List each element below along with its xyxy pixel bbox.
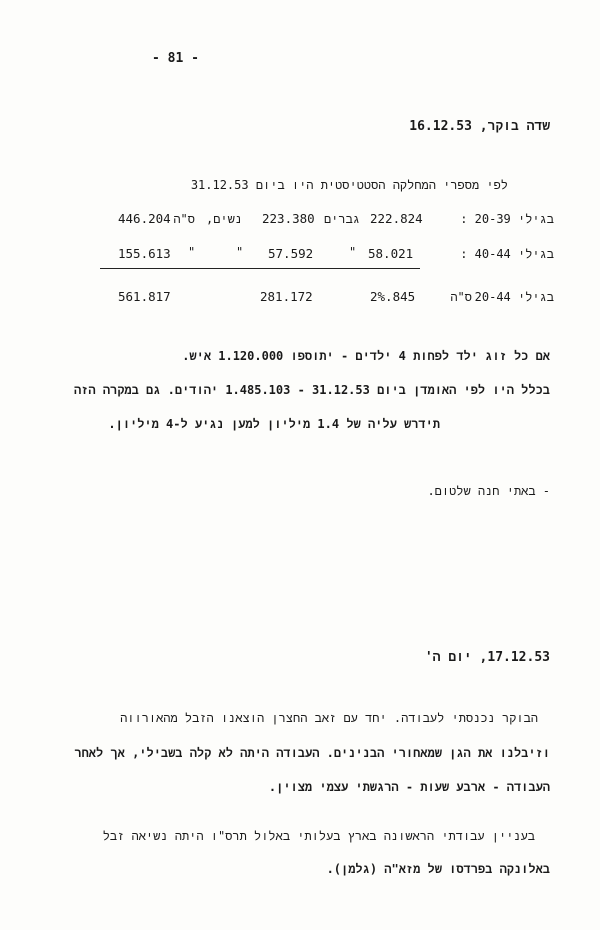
- men-value-20-44: 2%.845: [370, 289, 416, 304]
- immigration-line: תידרש עליה של 1.4 מיליון למען נגיע ל-4 מיליון.: [108, 417, 440, 431]
- ditto-mark-women: ": [236, 245, 244, 259]
- sum-line: [100, 268, 420, 269]
- memory-paragraph-line1: בעניין עבודתי הראשונה בארץ בעלותי באלול תרס"ו היתה נשיאה זבל: [102, 829, 535, 843]
- ditto-mark-total: ": [188, 245, 196, 259]
- age-label-20-44: בגילי 20-44: [474, 290, 554, 304]
- entry-heading-date: שדה בוקר, 16.12.53: [409, 119, 550, 134]
- total-value-20-39: 446.204: [118, 211, 171, 226]
- age-label-40-44: בגילי 40-44 :: [460, 247, 554, 261]
- work-paragraph-line3: העבודה - ארבע שעות - הרגשתי עצמי מצוין.: [268, 780, 550, 794]
- men-label: גברים: [323, 212, 360, 226]
- work-paragraph-line2: וזיבלנו את הגן שמאחורי הבנינים. העבודה היתה לא קלה בשבילי, אך לאחר: [74, 746, 550, 760]
- work-paragraph-line1: הבוקר נכנסתי לעבודה. יחד עם זאב החצרן הוצאנו הזבל מהאורווה: [120, 711, 538, 725]
- population-line: בכלל היו לפי האומדן ביום 31.12.53 - 1.485.103 יהודים. גם במקרה הזה: [73, 383, 550, 397]
- women-value-20-44: 281.172: [260, 289, 313, 304]
- ditto-mark-men: ": [349, 245, 357, 259]
- age-label-20-39: בגילי 20-39 :: [460, 212, 554, 226]
- projection-line: אם כל זוג ילד לפחות 4 ילדים - יתוספו 1.120.000 איש.: [182, 349, 550, 363]
- page-number: - 81 -: [152, 51, 199, 66]
- entry2-heading-date: 17.12.53, יום ה': [424, 650, 550, 665]
- memory-paragraph-line2: באלונקה בפרדסו של מזא"ה (גלמן).: [326, 862, 550, 876]
- men-value-40-44: 58.021: [368, 246, 414, 261]
- women-label: נשים,: [205, 212, 242, 226]
- total-value-20-44: 561.817: [118, 289, 171, 304]
- arrival-note: - באתי חנה שלטום.: [427, 484, 550, 498]
- stats-intro: לפי מספרי המחלקה הסטטיסטית היו ביום 31.12.53: [190, 178, 508, 192]
- total-value-40-44: 155.613: [118, 246, 171, 261]
- women-value-20-39: 223.380: [262, 211, 315, 226]
- men-value-20-39: 222.824: [370, 211, 423, 226]
- women-value-40-44: 57.592: [268, 246, 314, 261]
- grand-total-label: ס"ה: [450, 290, 472, 304]
- total-label: ס"ה: [173, 212, 195, 226]
